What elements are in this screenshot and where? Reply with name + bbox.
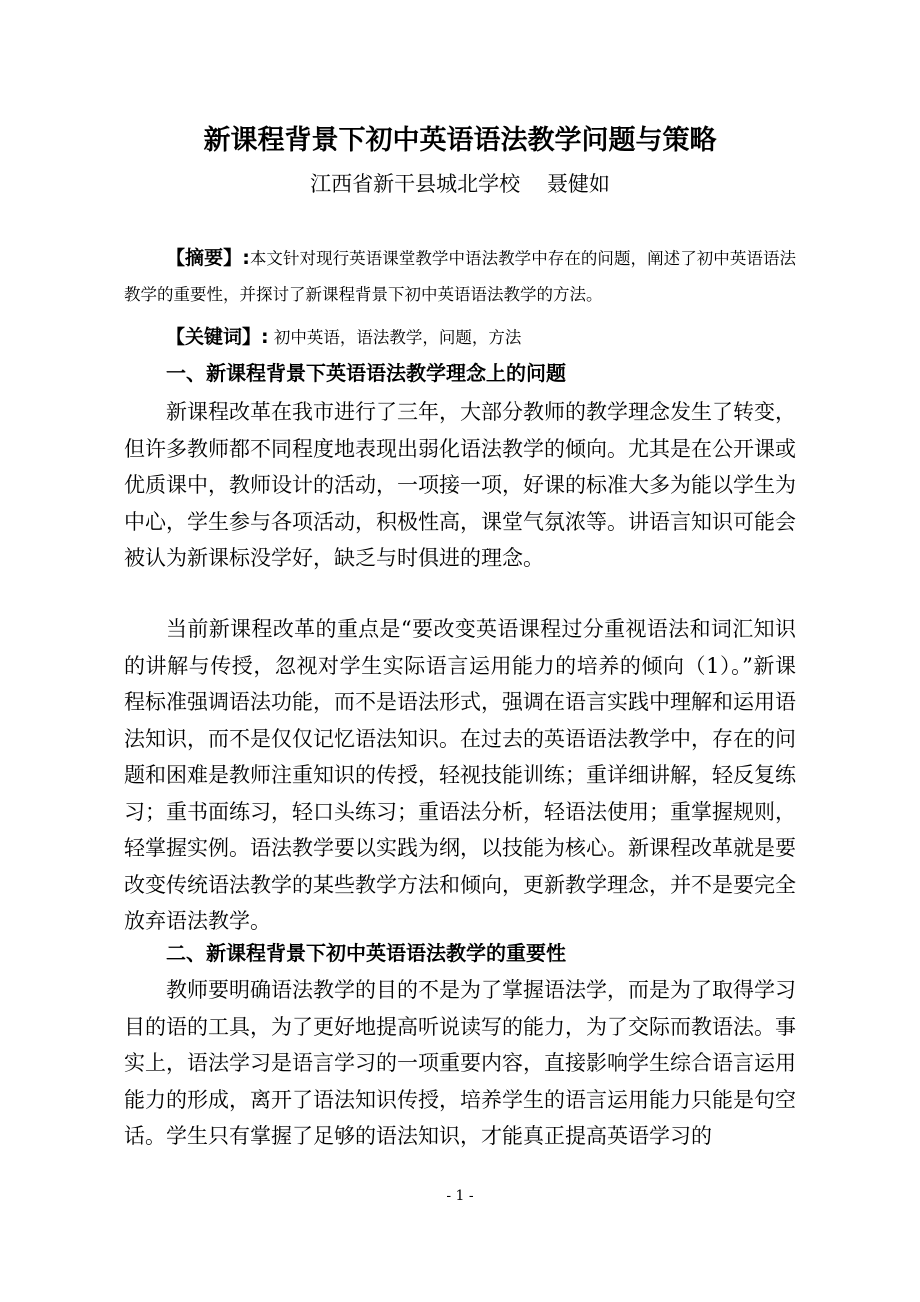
keywords-text: 初中英语，语法教学，问题，方法 [268,328,522,347]
abstract-text: 本文针对现行英语课堂教学中语法教学中存在的问题，阐述了初中英语语法教学的重要性，并探讨了新课程背景下初中英语语法教学的方法。 [124,249,796,304]
section-1-paragraph-1: 新课程改革在我市进行了三年，大部分教师的教学理念发生了转变，但许多教师都不同程度地表现出弱化语法教学的倾向。尤其是在公开课或优质课中，教师设计的活动，一项接一项，好课的标准大多为能以学生为中心，学生参与各项活动，积极性高，课堂气氛浓等。讲语言知识可能会被认为新课标没学好，缺乏与时俱进的理念。 [124,400,796,570]
section-2-paragraph-1: 教师要明确语法教学的目的不是为了掌握语法学，而是为了取得学习目的语的工具，为了更好地提高听说读写的能力，为了交际而教语法。事实上，语法学习是语言学习的一项重要内容，直接影响学生综合语言运用能力的形成，离开了语法知识传授，培养学生的语言运用能力只能是句空话。学生只有掌握了足够的语法知识，才能真正提高英语学习的 [124,978,796,1148]
abstract-paragraph [124,240,796,313]
document-title: 新课程背景下初中英语语法教学问题与策略 [203,125,717,156]
keywords-label: 【关键词】: [166,326,269,348]
keywords-paragraph [166,319,796,356]
section-1-paragraph-2: 当前新课程改革的重点是“要改变英语课程过分重视语法和词汇知识的讲解与传授，忽视对学生实际语言运用能力的培养的倾向（1）。”新课程标准强调语法功能，而不是语法形式，强调在语言实践中理解和运用语法知识，而不是仅仅记忆语法知识。在过去的英语语法教学中，存在的问题和困难是教师注重知识的传授，轻视技能训练；重详细讲解，轻反复练习；重书面练习，轻口头练习；重语法分析，轻语法使用；重掌握规则，轻掌握实例。语法教学要以实践为纲，以技能为核心。新课程改革就是要改变传统语法教学的某些教学方法和倾向，更新教学理念，并不是要完全放弃语法教学。 [124,617,796,933]
section-heading-1: 一、新课程背景下英语语法教学理念上的问题 [166,361,566,385]
author-line: 江西省新干县城北学校 聂健如 [310,172,610,196]
section-heading-2: 二、新课程背景下初中英语语法教学的重要性 [166,941,566,965]
abstract-label: 【摘要】: [166,247,250,269]
page-number: - 1 - [446,1188,474,1204]
